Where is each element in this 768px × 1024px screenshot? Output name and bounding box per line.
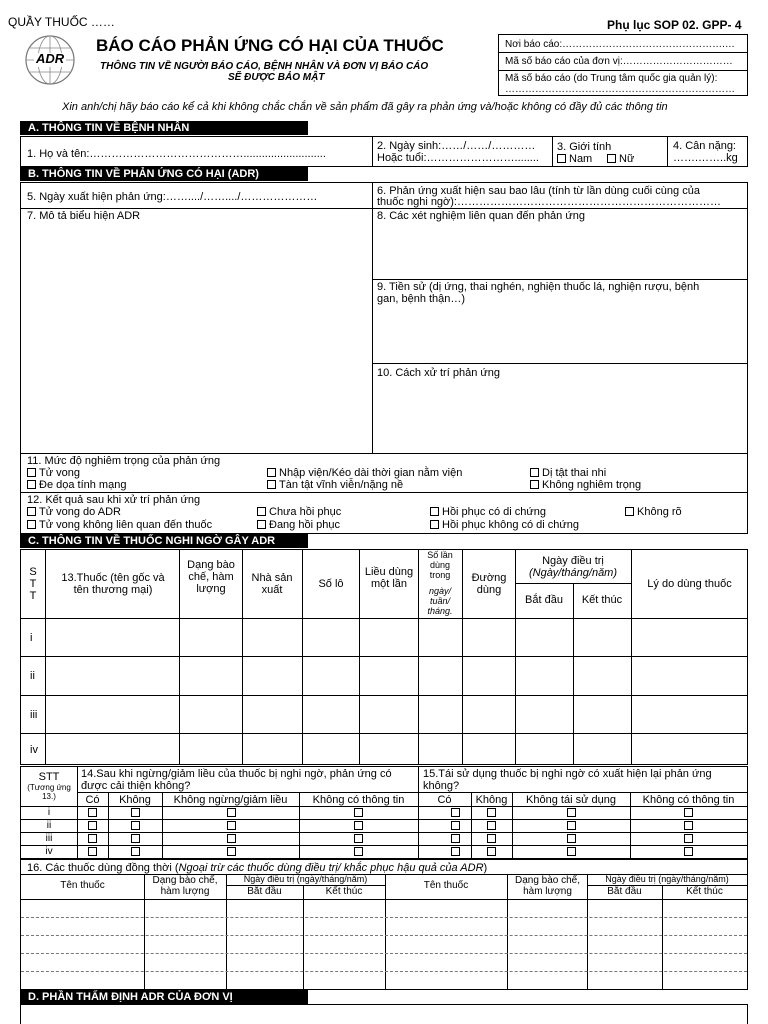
q14-yes-header: Có (85, 794, 100, 806)
answer-checkbox[interactable] (227, 834, 236, 843)
answer-checkbox[interactable] (684, 821, 693, 830)
row-label: ii (46, 820, 52, 831)
severity-label: 11. Mức độ nghiêm trọng của phản ứng (27, 455, 221, 467)
answer-checkbox[interactable] (451, 821, 460, 830)
adr-logo: ADR (24, 34, 76, 86)
adr-description-field[interactable]: 7. Mô tả biểu hiện ADR (27, 210, 141, 222)
checkbox[interactable] (27, 480, 36, 489)
q15-not-reused-header: Không tái sử dụng (526, 794, 616, 806)
answer-checkbox[interactable] (88, 821, 97, 830)
q15-no-header: Không (475, 794, 508, 806)
reaction-onset-field[interactable]: 6. Phản ứng xuất hiện sau bao lâu (tính từ lần dùng cuối cùng của (377, 185, 700, 197)
q15-label: 15.Tái sử dụng thuốc bị nghi ngờ có xuất hiện lại phản ứng không? (423, 768, 712, 792)
dechallenge-rechallenge-table: STT (Tương ứng 13.) 14.Sau khi ngừng/giảm liều của thuốc bị nghi ngờ, phản ứng có được cải thiện không? 15.Tái sử dụng thuốc bị nghi ngờ có xuất hiện lại phản ứng không? Có Không Không ngừng/giảm liều Không có thông tin Có Không Không tái sử dụng Không có thông tin i ii iii iv (20, 766, 748, 859)
row-label: i (47, 807, 51, 818)
answer-checkbox[interactable] (131, 821, 140, 830)
answer-checkbox[interactable] (567, 834, 576, 843)
weight-field[interactable]: …….……..kg (673, 152, 738, 164)
answer-checkbox[interactable] (131, 834, 140, 843)
answer-checkbox[interactable] (227, 808, 236, 817)
answer-checkbox[interactable] (354, 821, 363, 830)
report-info-box: Nơi báo cáo:………………………………………….… Mã số báo cáo của đơn vị:…………………………… Mã số báo cáo (do Trung tâm quốc gia quản lý): …………………………………………………………… (498, 34, 748, 96)
answer-checkbox[interactable] (354, 847, 363, 856)
checkbox[interactable] (530, 480, 539, 489)
outcome-option[interactable]: Hồi phục có di chứng (430, 506, 546, 518)
form-title: BÁO CÁO PHẢN ỨNG CÓ HẠI CỦA THUỐC (96, 36, 444, 55)
dosage-form-header: Dạng bào chế, hàm lượng (187, 559, 235, 595)
checkbox[interactable] (430, 507, 439, 516)
answer-checkbox[interactable] (567, 821, 576, 830)
reaction-date-field[interactable]: 5. Ngày xuất hiện phản ứng:……..../……..../………………… (27, 191, 318, 203)
stt-label: STT (38, 771, 60, 783)
entry-line[interactable] (21, 917, 747, 918)
answer-checkbox[interactable] (684, 834, 693, 843)
severity-option[interactable]: Nhập viện/Kéo dài thời gian nằm viện (267, 467, 462, 479)
concomitant-dates-header: Ngày điều trị (ngày/tháng/năm) (243, 874, 368, 884)
lab-tests-field[interactable]: 8. Các xét nghiệm liên quan đến phản ứng (377, 210, 585, 222)
q14-no-header: Không (119, 794, 151, 806)
report-place-field[interactable]: Nơi báo cáo:………………………………………….… (505, 39, 735, 50)
checkbox[interactable] (557, 154, 566, 163)
q14-label: 14.Sau khi ngừng/giảm liều của thuốc bị nghi ngờ, phản ứng có được cải thiện không? (81, 768, 392, 792)
row-label: iv (45, 846, 53, 857)
outcome-option[interactable]: Tử vong do ADR (27, 506, 121, 518)
severity-option[interactable]: Đe dọa tính mạng (27, 479, 126, 491)
sex-label: 3. Giới tính (557, 141, 612, 153)
route-header: Đường dùng (471, 572, 507, 596)
reason-header: Lý do dùng thuốc (647, 578, 732, 590)
answer-checkbox[interactable] (487, 808, 496, 817)
weight-label: 4. Cân nặng: (673, 140, 736, 152)
row-label: i (30, 632, 33, 644)
answer-checkbox[interactable] (684, 808, 693, 817)
checkbox[interactable] (27, 520, 36, 529)
subtitle-line2: SẼ ĐƯỢC BẢO MẬT (228, 72, 325, 83)
answer-checkbox[interactable] (567, 808, 576, 817)
patient-name-field[interactable]: 1. Họ và tên:……………………………………........................... (27, 148, 326, 160)
dose-header: Liều dùng một lần (364, 566, 414, 590)
answer-checkbox[interactable] (487, 821, 496, 830)
subtitle-line1: THÔNG TIN VỀ NGƯỜI BÁO CÁO, BỆNH NHÂN VÀ ĐƠN VỊ BÁO CÁO (100, 61, 429, 72)
national-code-field[interactable]: Mã số báo cáo (do Trung tâm quốc gia quản lý): (505, 73, 718, 84)
entry-line[interactable] (21, 971, 747, 972)
frequency-header: Số lần dùng trong (427, 550, 453, 580)
entry-line[interactable] (21, 935, 747, 936)
severity-option[interactable]: Không nghiêm trọng (530, 479, 641, 491)
answer-checkbox[interactable] (684, 847, 693, 856)
answer-checkbox[interactable] (131, 808, 140, 817)
q14-not-stopped-header: Không ngừng/giảm liều (173, 794, 288, 806)
checkbox[interactable] (267, 468, 276, 477)
treatment-dates-header: Ngày điều trị (542, 555, 604, 567)
concomitant-form-header: Dạng bào chế, hàm lượng (514, 875, 581, 897)
severity-option[interactable]: Tử vong (27, 467, 80, 479)
suspected-drug-table: S T T 13.Thuốc (tên gốc và tên thương mại) Dạng bào chế, hàm lượng Nhà sản xuất Số lô Liều dùng một lần Số lần dùng trong ngày/ tuần/ tháng. Đường dùng Ngày điều trị (Ngày/tháng/năm) Bắt đầu Kết thúc Lý do dùng thuốc i ii iii iv (20, 549, 748, 765)
drug-name-header: 13.Thuốc (tên gốc và tên thương mại) (61, 572, 165, 596)
checkbox[interactable] (267, 480, 276, 489)
row-label: iii (45, 833, 53, 844)
age-field[interactable]: Hoặc tuổi:……………………........ (377, 152, 539, 164)
start-date-header: Bắt đầu (525, 594, 563, 606)
history-field[interactable]: 9. Tiền sử (dị ứng, thai nghén, nghiện thuốc lá, nghiện rượu, bệnh (377, 281, 700, 293)
answer-checkbox[interactable] (354, 808, 363, 817)
unit-code-field[interactable]: Mã số báo cáo của đơn vị:…………………………… (505, 56, 733, 67)
concomitant-label: 16. Các thuốc dùng đồng thời (Ngoại trừ các thuốc dùng điều trị/ khắc phục hậu quả của ADR) (27, 862, 488, 874)
q15-no-info-header: Không có thông tin (642, 794, 735, 806)
answer-checkbox[interactable] (451, 834, 460, 843)
section-d-header: D. PHẦN THẨM ĐỊNH ADR CỦA ĐƠN VỊ (20, 990, 308, 1004)
checkbox[interactable] (257, 520, 266, 529)
outcome-label: 12. Kết quả sau khi xử trí phản ứng (27, 494, 201, 506)
section-d-body (20, 1004, 748, 1024)
severity-option[interactable]: Dị tật thai nhi (530, 467, 606, 479)
section-c-header: C. THÔNG TIN VỀ THUỐC NGHI NGỜ GÂY ADR (20, 534, 308, 548)
answer-checkbox[interactable] (131, 847, 140, 856)
dob-field[interactable]: 2. Ngày sinh:……/……/………… (377, 140, 536, 152)
instruction-note: Xin anh/chị hãy báo cáo kể cả khi không chắc chắn về sản phẩm đã gây ra phản ứng và/hoặc không có đầy đủ các thông tin (62, 101, 668, 113)
concomitant-drugs-block: 16. Các thuốc dùng đồng thời (Ngoại trừ các thuốc dùng điều trị/ khắc phục hậu quả của ADR) Tên thuốc Dạng bào chế, hàm lượng Ngày điều trị (ngày/tháng/năm) Bắt đầu Kết thúc Tên thuốc Dạng bào chế, hàm lượng Ngày điều trị (ngày/tháng/năm) Bắt đầu Kết thúc (20, 859, 748, 990)
answer-checkbox[interactable] (487, 834, 496, 843)
q14-no-info-header: Không có thông tin (312, 794, 405, 806)
answer-checkbox[interactable] (88, 847, 97, 856)
outcome-option[interactable]: Tử vong không liên quan đến thuốc (27, 519, 212, 531)
answer-checkbox[interactable] (227, 821, 236, 830)
adr-info-block: 5. Ngày xuất hiện phản ứng:……..../……..../………………… 6. Phản ứng xuất hiện sau bao lâu (tính từ lần dùng cuối cùng của thuốc nghi ngờ):……………………………………………………………… 7. Mô tả biểu hiện ADR 8. Các xét nghiệm liên quan đến phản ứng 9. Tiền sử (dị ứng, thai nghén, nghiện thuốc lá, nghiện rượu, bệnh gan, bệnh thận…) 10. Cách xử trí phản ứng 11. Mức độ nghiêm trọng của phản ứng Tử vong Đe dọa tính mạng Nhập viện/Kéo dài thời gian nằm viện Tàn tật vĩnh viễn/nặng nề Dị tật thai nhi Không nghiêm trọng 12. Kết quả sau khi xử trí phản ứng Tử vong do ADR Tử vong không liên quan đến thuốc Chưa hồi phục Đang hồi phục Hồi phục có di chứng Hồi phục không có di chứng Không rõ (20, 182, 748, 534)
answer-checkbox[interactable] (88, 808, 97, 817)
answer-checkbox[interactable] (451, 847, 460, 856)
lot-header: Số lô (318, 578, 344, 590)
row-label: iii (30, 709, 38, 721)
checkbox[interactable] (27, 468, 36, 477)
checkbox[interactable] (625, 507, 634, 516)
sex-male-option[interactable]: Nam (557, 153, 592, 165)
outcome-option[interactable]: Hồi phục không có di chứng (430, 519, 579, 531)
patient-info-row (20, 136, 748, 167)
end-date-header: Kết thúc (581, 594, 623, 606)
checkbox[interactable] (27, 507, 36, 516)
checkbox[interactable] (257, 507, 266, 516)
checkbox[interactable] (430, 520, 439, 529)
stt-header: S T T (29, 566, 37, 602)
outcome-option[interactable]: Đang hồi phục (257, 519, 340, 531)
outcome-option[interactable]: Không rõ (625, 506, 682, 518)
section-b-header: B. THÔNG TIN VỀ PHẢN ỨNG CÓ HẠI (ADR) (20, 167, 308, 181)
counter-label: QUẦY THUỐC …… (8, 15, 115, 29)
appendix-label: Phụ lục SOP 02. GPP- 4 (607, 18, 742, 32)
sex-female-option[interactable]: Nữ (607, 153, 634, 165)
severity-option[interactable]: Tàn tật vĩnh viễn/nặng nề (267, 479, 403, 491)
answer-checkbox[interactable] (487, 847, 496, 856)
answer-checkbox[interactable] (354, 834, 363, 843)
entry-line[interactable] (21, 953, 747, 954)
concomitant-form-header: Dạng bào chế, hàm lượng (152, 875, 218, 897)
treatment-field[interactable]: 10. Cách xử trí phản ứng (377, 367, 500, 379)
answer-checkbox[interactable] (451, 808, 460, 817)
concomitant-name-header: Tên thuốc (423, 880, 469, 891)
answer-checkbox[interactable] (88, 834, 97, 843)
answer-checkbox[interactable] (567, 847, 576, 856)
row-label: ii (30, 670, 35, 682)
concomitant-name-header: Tên thuốc (60, 880, 105, 891)
section-a-header: A. THÔNG TIN VỀ BỆNH NHÂN (20, 121, 308, 135)
manufacturer-header: Nhà sản xuất (251, 572, 293, 596)
row-label: iv (30, 744, 38, 756)
checkbox[interactable] (530, 468, 539, 477)
answer-checkbox[interactable] (227, 847, 236, 856)
outcome-option[interactable]: Chưa hồi phục (257, 506, 341, 518)
q15-yes-header: Có (437, 794, 452, 806)
concomitant-dates-header: Ngày điều trị (ngày/tháng/năm) (605, 874, 729, 884)
checkbox[interactable] (607, 154, 616, 163)
